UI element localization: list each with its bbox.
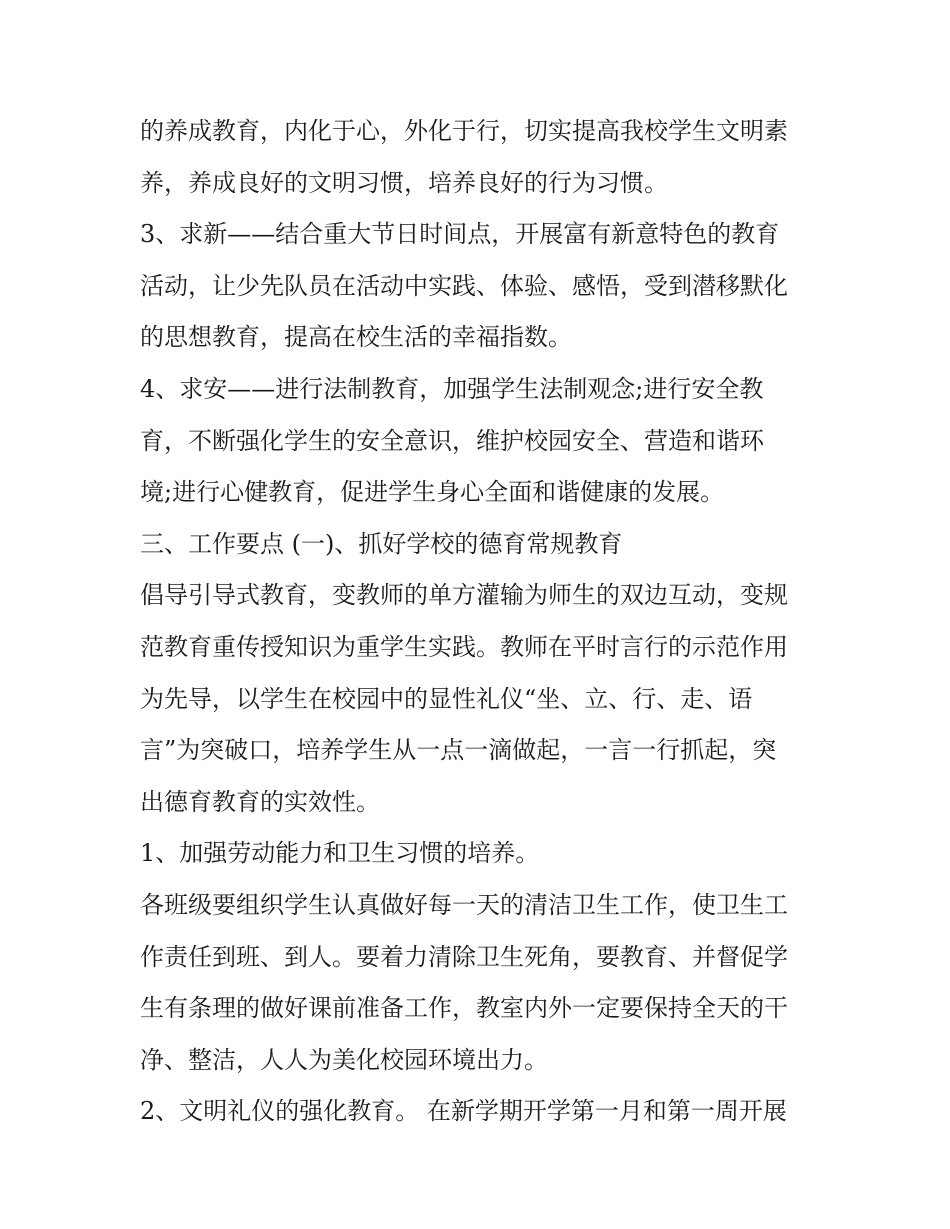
section-heading: 三、工作要点 (一)、抓好学校的德育常规教育 [140,529,623,558]
text-line: 言”为突破口，培养学生从一点一滴做起，一言一行抓起，突 [140,736,777,765]
text-line: 出德育教育的实效性。 [140,787,380,816]
text-line: 倡导引导式教育，变教师的单方灌输为师生的双边互动，变规 [140,581,788,610]
text-line: 育，不断强化学生的安全意识，维护校园安全、营造和谐环 [140,426,764,455]
text-line: 生有条理的做好课前准备工作，教室内外一定要保持全天的干 [140,994,788,1023]
text-line: 4、求安——进行法制教育，加强学生法制观念;进行安全教 [140,374,764,403]
text-line: 的思想教育，提高在校生活的幸福指数。 [140,323,572,352]
text-line: 养，养成良好的文明习惯，培养良好的行为习惯。 [140,168,668,197]
document-body [140,106,820,1138]
text-line: 3、求新——结合重大节日时间点，开展富有新意特色的教育 [140,220,780,249]
text-line: 活动，让少先队员在活动中实践、体验、感悟，受到潜移默化 [140,271,788,300]
text-line: 2、文明礼仪的强化教育。 在新学期开学第一月和第一周开展 [140,1097,787,1126]
subsection-heading: 1、加强劳动能力和卫生习惯的培养。 [140,839,540,868]
text-line: 净、整洁，人人为美化校园环境出力。 [140,1045,548,1074]
text-line: 的养成教育，内化于心，外化于行，切实提高我校学生文明素 [140,117,788,145]
text-line: 作责任到班、到人。要着力清除卫生死角，要教育、并督促学 [140,942,788,971]
text-line: 境;进行心健教育，促进学生身心全面和谐健康的发展。 [140,478,725,507]
text-line: 为先导，以学生在校园中的显性礼仪“坐、立、行、走、语 [140,684,753,713]
text-line: 范教育重传授知识为重学生实践。教师在平时言行的示范作用 [140,632,788,661]
text-line: 各班级要组织学生认真做好每一天的清洁卫生工作，使卫生工 [140,890,788,919]
